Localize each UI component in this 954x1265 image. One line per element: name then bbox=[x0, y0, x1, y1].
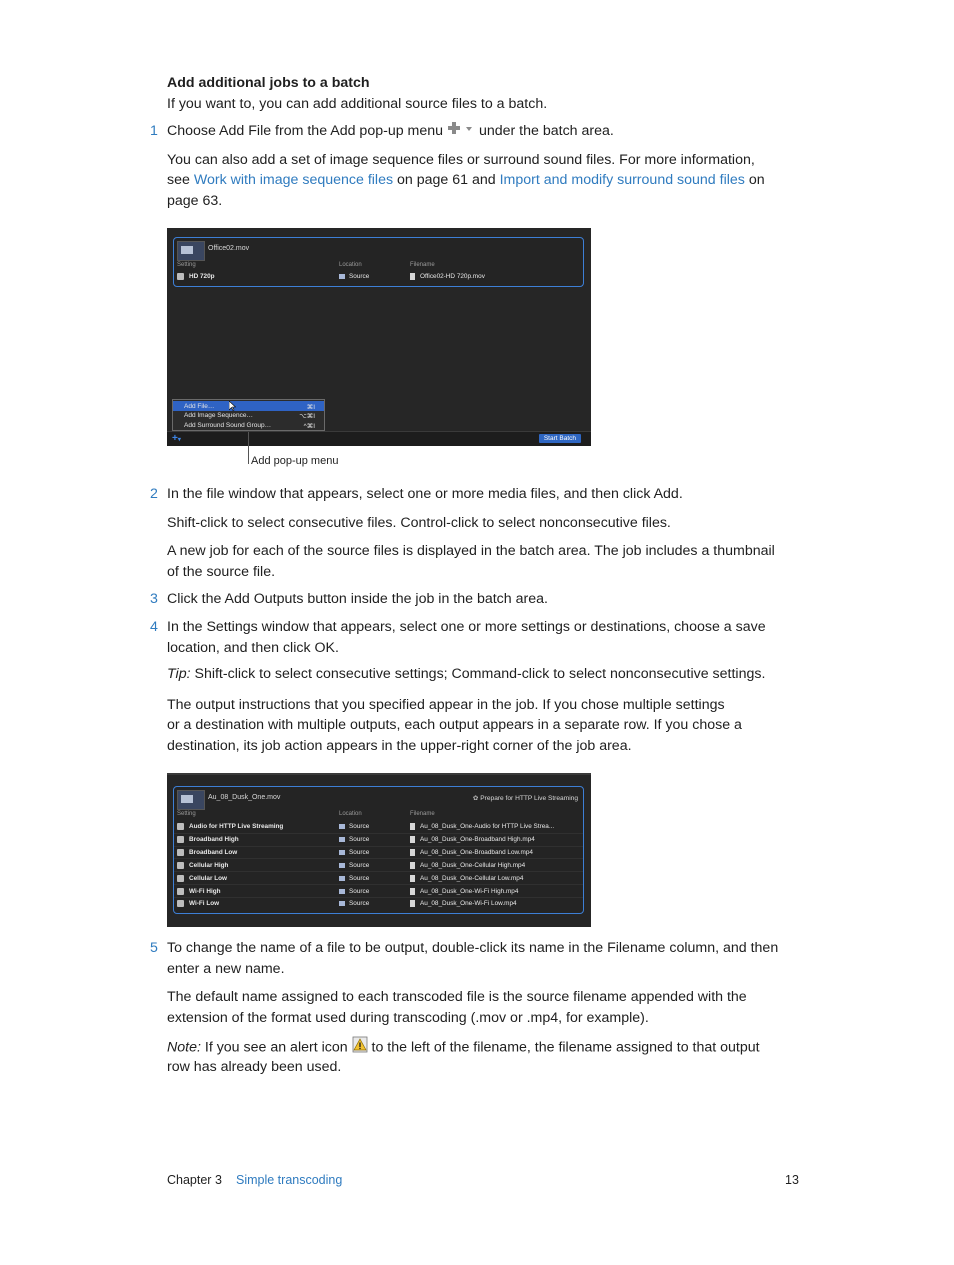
folder-icon bbox=[339, 837, 345, 842]
document-icon bbox=[410, 823, 415, 830]
row-location: Source bbox=[349, 272, 370, 280]
step-number: 1 bbox=[150, 123, 158, 139]
para-line: or a destination with multiple outputs, each output appears in a separate row. If you chose a bbox=[167, 717, 742, 733]
note-text-after: to the left of the filename, the filename assigned to that output bbox=[371, 1039, 760, 1056]
tip-text: Shift-click to select consecutive settings; Command-click to select nonconsecutive settings. bbox=[194, 666, 766, 682]
para-line: destination, its job action appears in the upper-right corner of the job area. bbox=[167, 738, 632, 754]
section-heading: Add additional jobs to a batch bbox=[167, 75, 370, 91]
row-setting: Broadband Low bbox=[189, 849, 238, 857]
row-filename: Au_08_Dusk_One-Wi-Fi High.mp4 bbox=[420, 887, 519, 895]
col-filename: Filename bbox=[410, 262, 435, 268]
setting-icon bbox=[177, 875, 184, 882]
section-intro: If you want to, you can add additional source files to a batch. bbox=[167, 96, 548, 112]
menu-item-shortcut: ⌥⌘I bbox=[299, 413, 315, 420]
step-1-text-before: Choose Add File from the Add pop-up menu bbox=[167, 123, 444, 139]
mouse-pointer-icon bbox=[229, 401, 236, 411]
menu-item-add-file[interactable] bbox=[173, 401, 324, 411]
table-row[interactable] bbox=[174, 833, 583, 847]
setting-icon bbox=[177, 849, 184, 856]
row-filename: Au_08_Dusk_One-Broadband High.mp4 bbox=[420, 836, 535, 844]
note-text-before: If you see an alert icon bbox=[204, 1039, 348, 1056]
table-row[interactable] bbox=[174, 884, 583, 898]
footer-chapter-link[interactable]: Simple transcoding bbox=[236, 1173, 343, 1187]
add-popup-menu bbox=[172, 399, 325, 431]
setting-icon bbox=[177, 862, 184, 869]
batch-screenshot-2 bbox=[167, 773, 591, 927]
popup-chevron-icon: ▾ bbox=[177, 437, 181, 443]
note-line bbox=[167, 1036, 760, 1060]
step-1-text bbox=[167, 121, 614, 142]
table-row[interactable] bbox=[174, 270, 583, 283]
col-filename: Filename bbox=[410, 811, 435, 817]
row-filename: Au_08_Dusk_One-Audio for HTTP Live Strea... bbox=[420, 822, 555, 830]
para-text: on bbox=[748, 172, 765, 188]
link-surround-sound[interactable]: Import and modify surround sound files bbox=[499, 172, 745, 188]
row-setting: Cellular Low bbox=[189, 874, 227, 882]
row-setting: Wi-Fi Low bbox=[189, 900, 220, 908]
setting-icon bbox=[177, 823, 184, 830]
folder-icon bbox=[339, 889, 345, 894]
para-line: You can also add a set of image sequence files or surround sound files. For more information, bbox=[167, 152, 755, 168]
job-box[interactable] bbox=[173, 786, 584, 914]
step-number: 2 bbox=[150, 486, 158, 502]
para-line: page 63. bbox=[167, 193, 223, 209]
row-location: Source bbox=[349, 849, 370, 857]
para-line: Shift-click to select consecutive files. Control-click to select nonconsecutive files. bbox=[167, 515, 671, 531]
job-action[interactable] bbox=[473, 794, 578, 802]
batch-screenshot-1 bbox=[167, 228, 591, 446]
row-filename: Office02-HD 720p.mov bbox=[420, 272, 485, 280]
job-thumbnail bbox=[177, 241, 205, 261]
document-icon bbox=[410, 875, 415, 882]
menu-item-add-surround-sound[interactable] bbox=[173, 420, 324, 430]
table-row[interactable] bbox=[174, 897, 583, 911]
folder-icon bbox=[339, 824, 345, 829]
alert-icon bbox=[352, 1036, 368, 1060]
add-popup-button[interactable]: +▾ bbox=[172, 433, 181, 444]
menu-item-label: Add File… bbox=[184, 402, 215, 410]
start-batch-button[interactable]: Start Batch bbox=[539, 434, 581, 443]
link-image-sequence[interactable]: Work with image sequence files bbox=[193, 172, 394, 188]
row-filename: Au_08_Dusk_One-Cellular High.mp4 bbox=[420, 861, 526, 869]
para-line: A new job for each of the source files is displayed in the batch area. The job includes a thumbnail bbox=[167, 543, 775, 559]
folder-icon bbox=[339, 850, 345, 855]
step-1-text-after: under the batch area. bbox=[478, 123, 614, 139]
page-number: 13 bbox=[785, 1173, 799, 1187]
setting-icon bbox=[177, 273, 184, 280]
job-title: Office02.mov bbox=[208, 245, 250, 252]
row-filename: Au_08_Dusk_One-Cellular Low.mp4 bbox=[420, 874, 524, 882]
row-setting: HD 720p bbox=[189, 272, 215, 280]
row-location: Source bbox=[349, 822, 370, 830]
document-icon bbox=[410, 273, 415, 280]
step-5-text: To change the name of a file to be output, double-click its name in the Filename column, and then enter a new name. bbox=[167, 940, 779, 977]
row-setting: Cellular High bbox=[189, 861, 229, 869]
row-setting: Broadband High bbox=[189, 836, 239, 844]
add-plus-icon bbox=[447, 121, 475, 142]
row-setting: Audio for HTTP Live Streaming bbox=[189, 822, 284, 830]
para-line: The output instructions that you specified appear in the job. If you chose multiple settings bbox=[167, 697, 725, 713]
col-location: Location bbox=[339, 262, 362, 268]
para-text: on page 61 and bbox=[397, 172, 496, 188]
setting-icon bbox=[177, 900, 184, 907]
document-icon bbox=[410, 862, 415, 869]
note-label: Note: bbox=[167, 1039, 201, 1056]
para-line: of the source file. bbox=[167, 564, 276, 580]
folder-icon bbox=[339, 863, 345, 868]
para-line: row has already been used. bbox=[167, 1059, 342, 1075]
job-box[interactable] bbox=[173, 237, 584, 287]
para-line: The default name assigned to each transcoded file is the source filename appended with the bbox=[167, 989, 747, 1005]
row-location: Source bbox=[349, 900, 370, 908]
document-icon bbox=[410, 900, 415, 907]
col-setting: Setting bbox=[177, 262, 196, 268]
callout-line bbox=[248, 432, 249, 464]
folder-icon bbox=[339, 274, 345, 279]
row-setting: Wi-Fi High bbox=[189, 887, 221, 895]
setting-icon bbox=[177, 836, 184, 843]
row-filename: Au_08_Dusk_One-Wi-Fi Low.mp4 bbox=[420, 900, 517, 908]
para-line: extension of the format used during transcoding (.mov or .mp4, for example). bbox=[167, 1010, 649, 1026]
tip-line bbox=[167, 664, 765, 685]
step-number: 4 bbox=[150, 619, 158, 635]
row-location: Source bbox=[349, 836, 370, 844]
callout-label: Add pop-up menu bbox=[251, 455, 339, 467]
folder-icon bbox=[339, 901, 345, 906]
folder-icon bbox=[339, 876, 345, 881]
menu-item-shortcut: ^⌘I bbox=[303, 422, 315, 430]
row-location: Source bbox=[349, 887, 370, 895]
table-row[interactable] bbox=[174, 858, 583, 872]
menu-item-label: Add Surround Sound Group… bbox=[184, 421, 272, 429]
step-number: 5 bbox=[150, 940, 158, 956]
step-2-text: In the file window that appears, select one or more media files, and then click Add. bbox=[167, 486, 683, 502]
step-3-text: Click the Add Outputs button inside the job in the batch area. bbox=[167, 591, 548, 607]
row-location: Source bbox=[349, 874, 370, 882]
gear-icon: ✿ bbox=[472, 795, 479, 802]
batch-bottom-bar bbox=[167, 431, 591, 446]
menu-item-add-image-sequence[interactable] bbox=[173, 411, 324, 421]
step-4-text: In the Settings window that appears, select one or more settings or destinations, choose a save location, and then click OK. bbox=[167, 619, 766, 656]
step-number: 3 bbox=[150, 591, 158, 607]
footer-chapter: Chapter 3 bbox=[167, 1173, 222, 1187]
row-filename: Au_08_Dusk_One-Broadband Low.mp4 bbox=[420, 849, 533, 857]
table-row[interactable] bbox=[174, 820, 583, 833]
para-text: see bbox=[167, 172, 190, 188]
setting-icon bbox=[177, 888, 184, 895]
document-icon bbox=[410, 888, 415, 895]
document-icon bbox=[410, 836, 415, 843]
document-icon bbox=[410, 849, 415, 856]
para-links-line bbox=[167, 170, 765, 191]
job-title: Au_08_Dusk_One.mov bbox=[208, 794, 281, 801]
table-row[interactable] bbox=[174, 846, 583, 860]
menu-item-label: Add Image Sequence… bbox=[184, 412, 254, 419]
col-location: Location bbox=[339, 811, 362, 817]
job-thumbnail bbox=[177, 790, 205, 810]
menu-item-shortcut: ⌘I bbox=[306, 403, 315, 411]
row-location: Source bbox=[349, 861, 370, 869]
tip-label: Tip: bbox=[167, 666, 191, 682]
col-setting: Setting bbox=[177, 811, 196, 817]
job-action-label: Prepare for HTTP Live Streaming bbox=[480, 795, 578, 802]
table-row[interactable] bbox=[174, 871, 583, 885]
